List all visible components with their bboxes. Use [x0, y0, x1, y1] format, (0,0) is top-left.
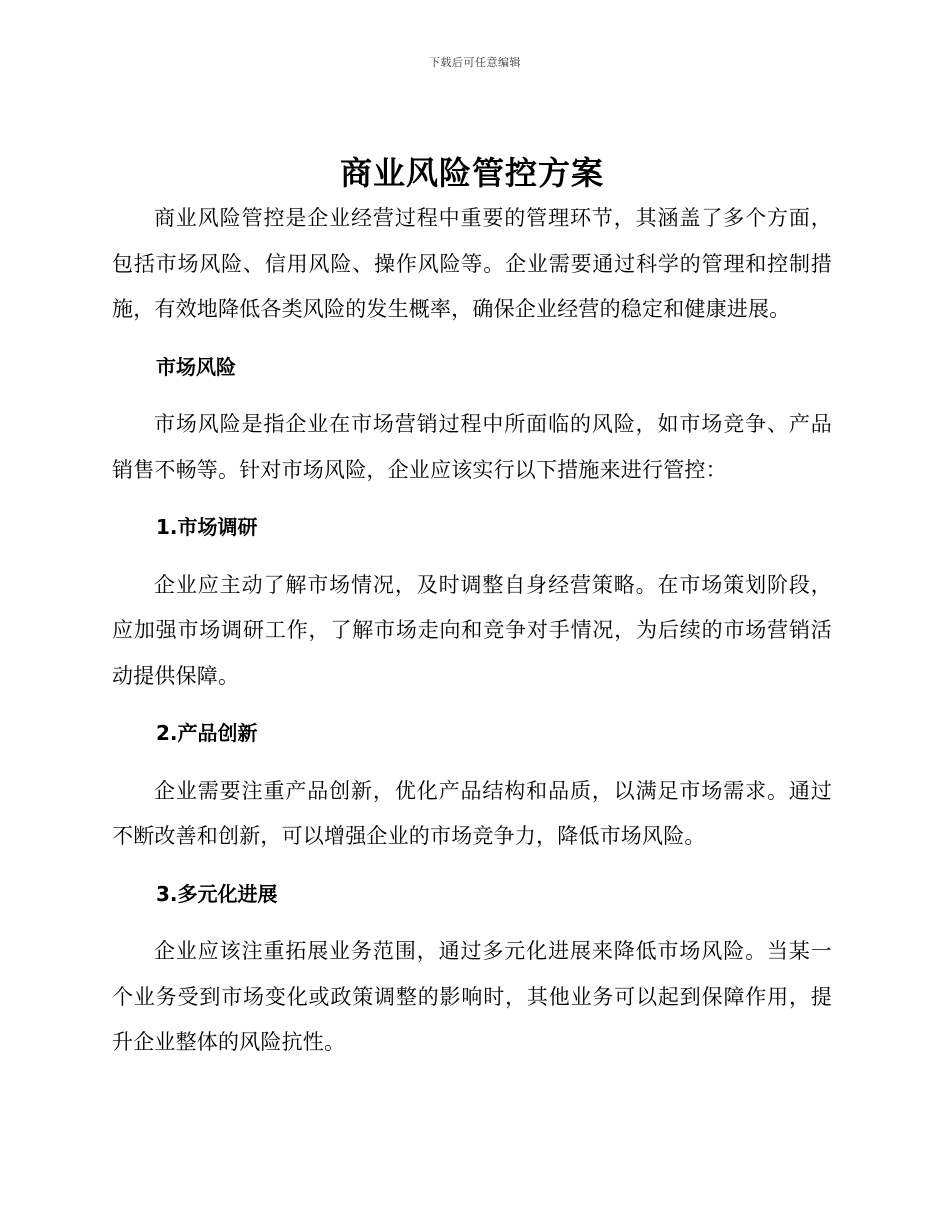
subheading-market-research: 1.市场调研	[156, 515, 258, 539]
intro-paragraph: 商业风险管控是企业经营过程中重要的管理环节，其涵盖了多个方面，包括市场风险、信用风险、操作风险等。企业需要通过科学的管理和控制措施，有效地降低各类风险的发生概率，确保企业经营的稳定和健康进展。	[112, 206, 832, 321]
spacer	[112, 390, 832, 402]
spacer	[112, 699, 832, 711]
document-body	[112, 150, 832, 1066]
market-risk-paragraph: 市场风险是指企业在市场营销过程中所面临的风险，如市场竞争、产品销售不畅等。针对市场风险，企业应该实行以下措施来进行管控：	[112, 412, 832, 482]
spacer	[112, 551, 832, 563]
spacer	[112, 757, 832, 769]
spacer	[112, 917, 832, 929]
section-heading-market-risk: 市场风险	[156, 354, 236, 379]
subheading-product-innovation: 2.产品创新	[156, 721, 258, 745]
spacer	[112, 860, 832, 872]
diversification-paragraph: 企业应该注重拓展业务范围，通过多元化进展来降低市场风险。当某一个业务受到市场变化或政策调整的影响时，其他业务可以起到保障作用，提升企业整体的风险抗性。	[112, 939, 832, 1054]
spacer	[112, 333, 832, 345]
product-innovation-paragraph: 企业需要注重产品创新，优化产品结构和品质，以满足市场需求。通过不断改善和创新，可以增强企业的市场竞争力，降低市场风险。	[112, 778, 832, 848]
market-research-paragraph: 企业应主动了解市场情况，及时调整自身经营策略。在市场策划阶段，应加强市场调研工作，了解市场走向和竞争对手情况，为后续的市场营销活动提供保障。	[112, 572, 832, 688]
page-header-note: 下载后可任意编辑	[429, 56, 521, 69]
subheading-diversification: 3.多元化进展	[156, 881, 278, 906]
document-title: 商业风险管控方案	[339, 154, 604, 192]
spacer	[112, 493, 832, 505]
